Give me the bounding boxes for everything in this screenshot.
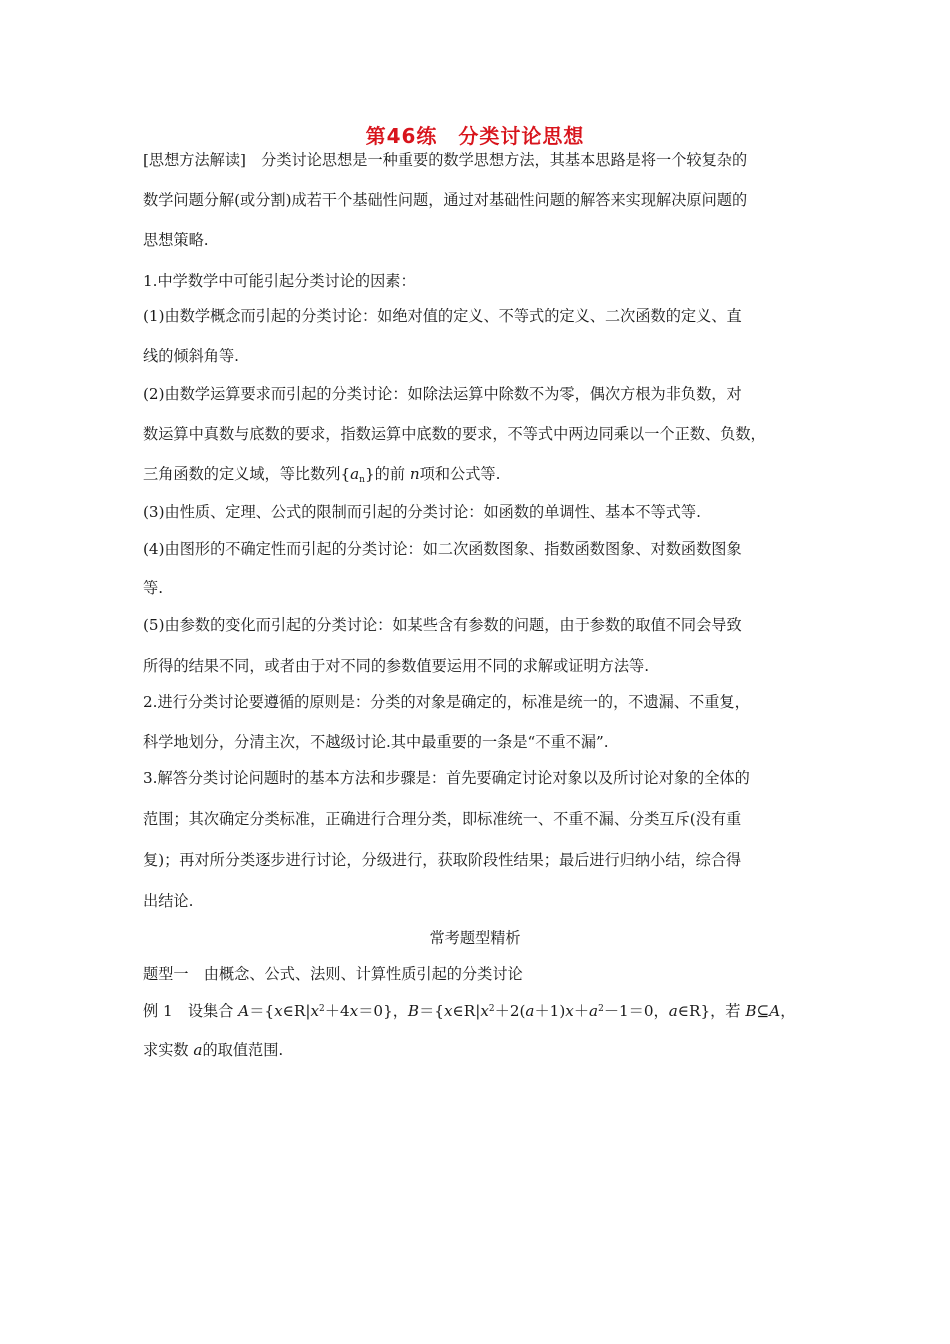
example-line-2 <box>143 1040 283 1060</box>
text-span: ＋ <box>573 1002 590 1020</box>
section3-line-3: 复)；再对所分类逐步进行讨论，分级进行，获取阶段性结果；最后进行归纳小结，综合得 <box>143 851 742 869</box>
section3-line-4: 出结论. <box>143 892 194 910</box>
math-superscript: 2 <box>319 1004 325 1014</box>
text-span: ＝{ <box>249 1002 275 1020</box>
item2-line-2: 数运算中真数与底数的要求，指数运算中底数的要求，不等式中两边同乘以一个正数、负数， <box>143 425 766 443</box>
math-superscript: 2 <box>598 1004 604 1014</box>
math-var: x <box>349 1002 359 1020</box>
text-span: ＋1) <box>534 1002 566 1020</box>
text-span: －1＝0， <box>603 1002 669 1020</box>
math-var: x <box>565 1002 574 1020</box>
math-var: a <box>589 1002 599 1020</box>
text-span: ∈R| <box>452 1002 481 1020</box>
item5-line-1: (5)由参数的变化而引起的分类讨论：如某些含有参数的问题，由于参数的取值不同会导致 <box>143 616 742 634</box>
math-var: a <box>668 1002 678 1020</box>
subheading: 常考题型精析 <box>429 929 521 947</box>
item2-line-1: (2)由数学运算要求而引起的分类讨论：如除法运算中除数不为零，偶次方根为非负数，对 <box>143 385 742 403</box>
text-span: ∈R}，若 <box>677 1002 746 1020</box>
intro-line-3: 思想策略. <box>143 231 209 249</box>
text-span: ＋2( <box>494 1002 526 1020</box>
item1-line-1: (1)由数学概念而引起的分类讨论：如绝对值的定义、不等式的定义、二次函数的定义、直 <box>143 307 742 325</box>
section2-line-2: 科学地划分，分清主次，不越级讨论.其中最重要的一条是“不重不漏”. <box>143 733 609 751</box>
math-var: A <box>238 1002 250 1020</box>
text-span: ＝{ <box>419 1002 444 1020</box>
math-var: x <box>443 1002 453 1020</box>
math-var: x <box>480 1002 489 1020</box>
math-var: a <box>193 1041 203 1059</box>
item3-line: (3)由性质、定理、公式的限制而引起的分类讨论：如函数的单调性、基本不等式等. <box>143 503 701 521</box>
text-span: }的前 <box>364 465 410 483</box>
text-span: ＝0}， <box>358 1002 408 1020</box>
item4-line-2: 等. <box>143 579 164 597</box>
math-var: x <box>274 1002 283 1020</box>
text-span: ⊆ <box>756 1002 770 1020</box>
text-span: 的取值范围. <box>202 1041 284 1059</box>
section2-line-1: 2.进行分类讨论要遵循的原则是：分类的对象是确定的，标准是统一的，不遗漏、不重复， <box>143 693 750 711</box>
math-var: B <box>745 1002 757 1020</box>
math-var: a <box>525 1002 535 1020</box>
intro-line-1: [思想方法解读] 分类讨论思想是一种重要的数学思想方法，其基本思路是将一个较复杂的 <box>143 151 748 169</box>
math-subscript: n <box>359 475 365 485</box>
item5-line-2: 所得的结果不同，或者由于对不同的参数值要运用不同的求解或证明方法等. <box>143 657 650 675</box>
section3-line-2: 范围；其次确定分类标准，正确进行合理分类，即标准统一、不重不漏、分类互斥(没有重 <box>143 810 742 828</box>
text-span: 求实数 <box>143 1041 194 1059</box>
math-var: n <box>409 465 420 483</box>
item4-line-1: (4)由图形的不确定性而引起的分类讨论：如二次函数图象、指数函数图象、对数函数图象 <box>143 540 742 558</box>
math-var: A <box>769 1002 781 1020</box>
math-var: a <box>350 465 360 483</box>
item1-line-2: 线的倾斜角等. <box>143 347 239 365</box>
section3-line-1: 3.解答分类讨论问题时的基本方法和步骤是：首先要确定讨论对象以及所讨论对象的全体的 <box>143 769 750 787</box>
text-span: 三角函数的定义域，等比数列{ <box>143 465 351 483</box>
text-span: ∈R| <box>282 1002 311 1020</box>
section1-heading: 1.中学数学中可能引起分类讨论的因素： <box>143 272 416 290</box>
math-var: B <box>407 1002 420 1020</box>
text-span: 项和公式等. <box>419 465 501 483</box>
math-var: x <box>310 1002 320 1020</box>
text-span: ＋4 <box>324 1002 350 1020</box>
question-type-heading: 题型一 由概念、公式、法则、计算性质引起的分类讨论 <box>143 965 523 983</box>
page-title: 第46练 分类讨论思想 <box>365 124 585 148</box>
example-line-1 <box>143 999 795 1021</box>
example-label: 例 1 设集合 <box>143 1002 239 1020</box>
item2-line-3 <box>143 464 500 490</box>
text-span: ， <box>780 1002 796 1020</box>
math-superscript: 2 <box>488 1004 495 1014</box>
intro-line-2: 数学问题分解(或分割)成若干个基础性问题，通过对基础性问题的解答来实现解决原问题的 <box>143 191 748 209</box>
